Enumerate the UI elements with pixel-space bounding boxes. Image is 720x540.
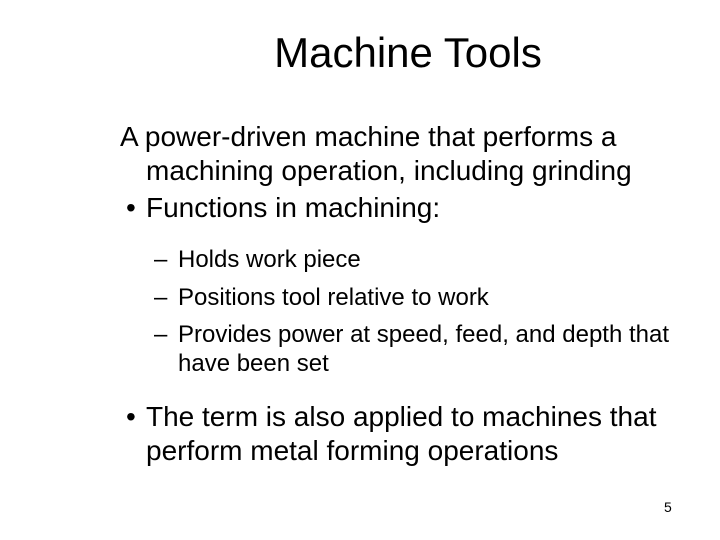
dash-icon: – bbox=[154, 245, 168, 273]
forming-bullet bbox=[120, 400, 710, 467]
list-item bbox=[120, 284, 710, 313]
intro-paragraph: A power‑driven machine that performs a machining operation, including grinding bbox=[120, 121, 632, 186]
functions-bullet bbox=[120, 191, 710, 225]
functions-list bbox=[120, 246, 710, 379]
forming-text: The term is also applied to machines that perform metal forming operations bbox=[146, 400, 657, 466]
bullet-icon: • bbox=[126, 400, 136, 432]
functions-heading: Functions in machining: bbox=[146, 192, 441, 224]
slide-body bbox=[120, 120, 710, 467]
function-text: Positions tool relative to work bbox=[178, 283, 489, 311]
function-text: Holds work piece bbox=[178, 245, 361, 273]
dash-icon: – bbox=[154, 283, 168, 311]
dash-icon: – bbox=[154, 321, 168, 349]
function-text: Provides power at speed, feed, and depth that have been set bbox=[178, 321, 670, 378]
list-item bbox=[120, 321, 710, 379]
list-item bbox=[120, 246, 710, 275]
bullet-icon: • bbox=[126, 192, 136, 224]
slide-title: Machine Tools bbox=[274, 29, 542, 76]
page-number: 5 bbox=[664, 499, 672, 515]
